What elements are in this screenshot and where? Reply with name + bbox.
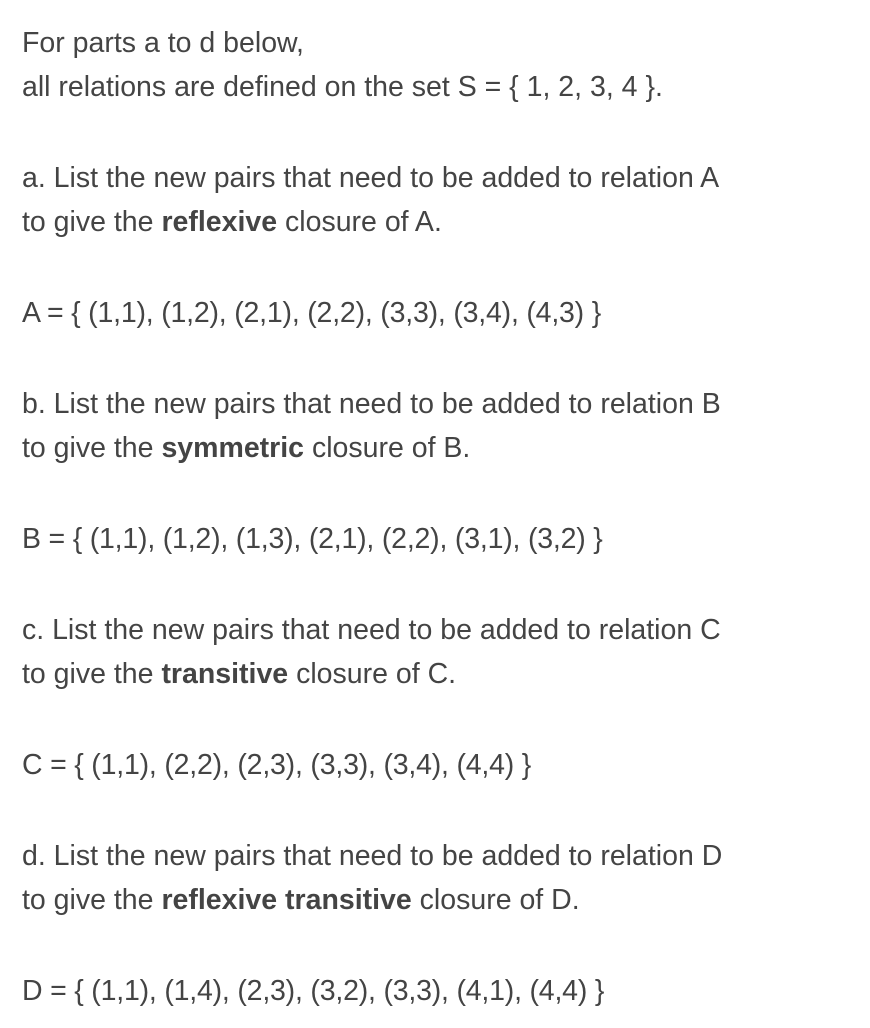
question-b-text-end: closure of B. xyxy=(304,432,471,464)
question-c xyxy=(22,608,860,696)
question-b-line-1: b. List the new pairs that need to be added to relation B xyxy=(22,388,721,420)
question-b-text: to give the xyxy=(22,432,162,464)
question-b xyxy=(22,382,860,470)
question-d-text-end: closure of D. xyxy=(411,884,580,916)
question-d-keyword: reflexive transitive xyxy=(161,884,412,916)
intro-paragraph xyxy=(22,21,860,109)
question-a-text: to give the xyxy=(22,206,162,238)
relation-d xyxy=(22,969,860,1013)
relation-b xyxy=(22,517,860,561)
question-c-keyword: transitive xyxy=(161,658,289,690)
question-a-line-1: a. List the new pairs that need to be added to relation A xyxy=(22,162,720,194)
intro-line-1: For parts a to d below, xyxy=(22,27,304,59)
question-c-text: to give the xyxy=(22,658,162,690)
problem-text xyxy=(22,21,860,1013)
intro-line-2: all relations are defined on the set S = { 1, 2, 3, 4 }. xyxy=(22,71,663,103)
question-d-line-1: d. List the new pairs that need to be added to relation D xyxy=(22,840,723,872)
question-c-line-2 xyxy=(22,652,860,696)
question-d xyxy=(22,834,860,922)
relation-a-set: A = { (1,1), (1,2), (2,1), (2,2), (3,3), (3,4), (4,3) } xyxy=(22,297,602,329)
question-a-keyword: reflexive xyxy=(161,206,278,238)
relation-a xyxy=(22,291,860,335)
question-b-line-2 xyxy=(22,426,860,470)
question-c-line-1: c. List the new pairs that need to be added to relation C xyxy=(22,614,721,646)
relation-c xyxy=(22,743,860,787)
question-a-line-2 xyxy=(22,200,860,244)
relation-d-set: D = { (1,1), (1,4), (2,3), (3,2), (3,3), (4,1), (4,4) } xyxy=(22,975,605,1007)
question-b-keyword: symmetric xyxy=(161,432,305,464)
relation-c-set: C = { (1,1), (2,2), (2,3), (3,3), (3,4), (4,4) } xyxy=(22,749,532,781)
relation-b-set: B = { (1,1), (1,2), (1,3), (2,1), (2,2), (3,1), (3,2) } xyxy=(22,523,603,555)
question-a-text-end: closure of A. xyxy=(277,206,442,238)
question-a xyxy=(22,156,860,244)
question-d-line-2 xyxy=(22,878,860,922)
question-c-text-end: closure of C. xyxy=(288,658,457,690)
question-d-text: to give the xyxy=(22,884,162,916)
